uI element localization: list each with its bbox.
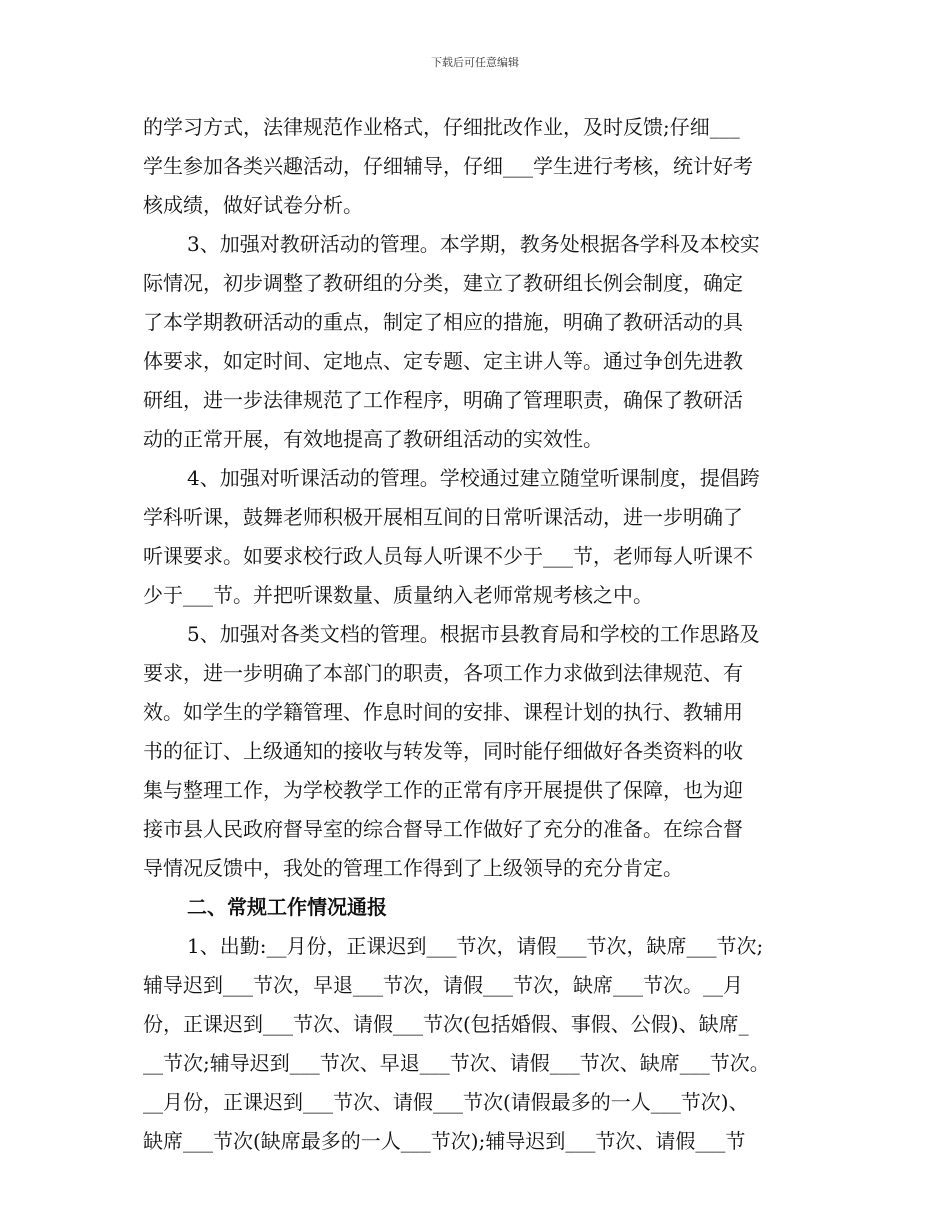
text-line: 缺席___节次(缺席最多的一人___节次);辅导迟到___节次、请假___节: [143, 1129, 746, 1153]
text-line: 听课要求。如要求校行政人员每人听课不少于___节，老师每人听课不: [143, 544, 753, 568]
text-line: 少于___节。并把听课数量、质量纳入老师常规考核之中。: [143, 583, 653, 607]
text-line: 核成绩，做好试卷分析。: [143, 193, 363, 217]
text-line: 集与整理工作，为学校教学工作的正常有序开展提供了保障，也为迎: [143, 778, 743, 802]
text-line: 了本学期教研活动的重点，制定了相应的措施，明确了教研活动的具: [143, 310, 743, 334]
text-line: 份，正课迟到___节次、请假___节次(包括婚假、事假、公假)、缺席_: [143, 1012, 749, 1036]
text-line: 效。如学生的学籍管理、作息时间的安排、课程计划的执行、教辅用: [143, 700, 743, 724]
text-line: 接市县人民政府督导室的综合督导工作做好了充分的准备。在综合督: [143, 817, 743, 841]
document-body: [143, 108, 815, 1161]
text-line: 际情况，初步调整了教研组的分类，建立了教研组长例会制度，确定: [143, 271, 743, 295]
section-heading: 二、常规工作情况通报: [187, 895, 387, 919]
paragraph-start: 1、出勤:__月份，正课迟到___节次，请假___节次，缺席___节次;: [187, 934, 764, 958]
text-line: 体要求，如定时间、定地点、定专题、定主讲人等。通过争创先进教: [143, 349, 743, 373]
text-line: 学生参加各类兴趣活动，仔细辅导，仔细___学生进行考核，统计好考: [143, 154, 753, 178]
text-line: 导情况反馈中，我处的管理工作得到了上级领导的充分肯定。: [143, 856, 683, 880]
text-line: __节次;辅导迟到___节次、早退___节次、请假___节次、缺席___节次。: [143, 1051, 770, 1075]
text-line: 要求，进一步明确了本部门的职责，各项工作力求做到法律规范、有: [143, 661, 743, 685]
text-line: 书的征订、上级通知的接收与转发等，同时能仔细做好各类资料的收: [143, 739, 743, 763]
paragraph-start: 5、加强对各类文档的管理。根据市县教育局和学校的工作思路及: [187, 622, 760, 646]
text-line: 辅导迟到___节次，早退___节次，请假___节次，缺席___节次。__月: [143, 973, 743, 997]
text-line: 研组，进一步法律规范了工作程序，明确了管理职责，确保了教研活: [143, 388, 743, 412]
page-header: 下载后可任意编辑: [431, 56, 519, 69]
text-line: 的学习方式，法律规范作业格式，仔细批改作业，及时反馈;仔细___: [143, 115, 740, 139]
paragraph-start: 3、加强对教研活动的管理。本学期，教务处根据各学科及本校实: [187, 232, 760, 256]
paragraph-start: 4、加强对听课活动的管理。学校通过建立随堂听课制度，提倡跨: [187, 466, 760, 490]
text-line: 动的正常开展，有效地提高了教研组活动的实效性。: [143, 427, 603, 451]
text-line: 学科听课，鼓舞老师积极开展相互间的日常听课活动，进一步明确了: [143, 505, 743, 529]
text-line: __月份，正课迟到___节次、请假___节次(请假最多的一人___节次)、: [143, 1090, 749, 1114]
